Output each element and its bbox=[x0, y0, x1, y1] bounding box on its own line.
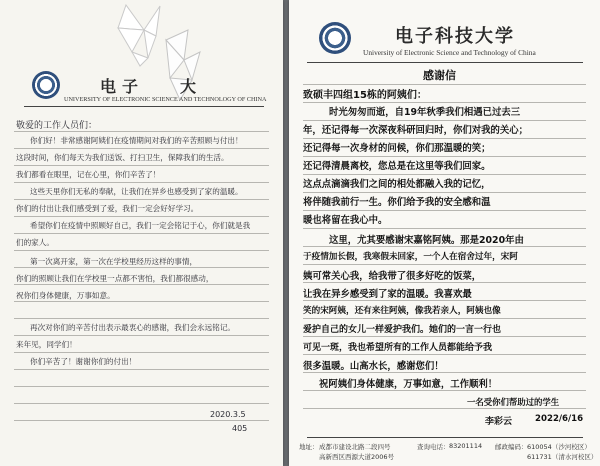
right-letter-sheet bbox=[289, 0, 600, 466]
signature: 李彩云 bbox=[485, 417, 513, 427]
letter-line: 祝你们身体健康，万事如意。 bbox=[16, 291, 115, 300]
letter-line: 希望你们在疫情中照顾好自己，我们一定会铭记于心，你们就是我 bbox=[30, 221, 251, 230]
letter-line: 你们辛苦了！谢谢你们的付出！ bbox=[30, 357, 137, 366]
signoff: 一名受你们帮助过的学生 bbox=[467, 397, 560, 407]
salutation: 致硕丰四组15栋的阿姨们： bbox=[303, 90, 427, 101]
letterhead-rule bbox=[24, 106, 264, 107]
university-emblem bbox=[32, 71, 60, 99]
footer-rule bbox=[307, 437, 583, 438]
letter-line: 这些天里你们无私的奉献，让我们在异乡也感受到了家的温暖。 bbox=[30, 187, 243, 196]
letterhead-name-cn: 电子 bbox=[100, 77, 145, 96]
footer-address-2: 高新西区西源大道2006号 bbox=[319, 453, 395, 461]
paragraph-line: 可见一斑，我也希望所有的工作人员都能给予我 bbox=[303, 343, 493, 353]
letterhead-rule bbox=[307, 62, 583, 63]
paragraph-line: 年，还记得每一次深夜科研回归时，你们对我的关心； bbox=[303, 125, 529, 136]
footer-address-1: 成都市建设北路二段四号 bbox=[319, 443, 391, 451]
paragraph-line: 还记得每一次身材的问候，你们那温暖的笑； bbox=[303, 143, 491, 154]
paragraph-line: 时光匆匆而逝，自19年秋季我们相遇已过去三 bbox=[329, 107, 521, 118]
letter-title: 感谢信 bbox=[423, 69, 456, 82]
paragraph-line: 笑的宋阿姨，还有来往阿姨，像我若亲人，阿姨也像 bbox=[303, 306, 501, 316]
letterhead-name-cn-end: 大 bbox=[180, 77, 197, 96]
letter-line: 你们好！非常感谢阿姨们在疫情期间对我们的辛苦照顾与付出！ bbox=[30, 136, 243, 145]
letter-line: 们的家人。 bbox=[16, 238, 54, 247]
paragraph-line: 还记得清晨离校，您总是在这里等我们回家。 bbox=[303, 161, 491, 172]
paragraph-line: 于疫情加长假，我寒假未回家，一个人在宿舍过年，宋阿 bbox=[303, 252, 518, 262]
paragraph-line: 让我在异乡感受到了家的温暖。我喜欢最 bbox=[303, 289, 472, 300]
greeting: 敬爱的工作人员们： bbox=[16, 121, 98, 131]
letterhead-name-en: UNIVERSITY OF ELECTRONIC SCIENCE AND TECHNOLOGY OF CHINA bbox=[64, 96, 267, 103]
paragraph-line: 暖也将留在我心中。 bbox=[303, 215, 388, 226]
letter-line: 来年见，同学们！ bbox=[16, 340, 77, 349]
footer-post-1: 610054（沙河校区） bbox=[527, 443, 591, 451]
footer-phone: 83201114 bbox=[449, 442, 483, 450]
paragraph-line: 这里，尤其要感谢宋嘉铭阿姨。那是2020年由 bbox=[329, 235, 524, 246]
footer-post-label: 邮政编码： bbox=[495, 443, 528, 451]
footer-phone-label: 查询电话： bbox=[417, 443, 450, 451]
letter-line: 再次对你们的辛苦付出表示最衷心的感谢，我们会永远铭记。 bbox=[30, 323, 236, 332]
letter-date: 2022/6/16 bbox=[535, 414, 584, 424]
letter-line: 我们都看在眼里，记在心里，你们辛苦了！ bbox=[16, 170, 161, 179]
letter-line: 这段时间，你们每天为我们送饭、打扫卫生，保障我们的生活。 bbox=[16, 153, 229, 162]
left-letter-sheet bbox=[0, 0, 283, 466]
paragraph-line: 爱护自己的女儿一样爱护我们。她们的一言一行也 bbox=[303, 325, 502, 335]
university-emblem bbox=[319, 22, 351, 54]
letter-date: 2020.3.5 bbox=[210, 410, 246, 419]
letter-room: 405 bbox=[232, 424, 248, 433]
letter-line: 你们的照顾让我们在学校里一点都不害怕，我们都很感动， bbox=[16, 274, 214, 283]
letterhead-name-en: University of Electronic Science and Technology of China bbox=[363, 48, 536, 57]
paragraph-line: 将伴随我前行一生。你们给予我的安全感和温 bbox=[303, 197, 491, 208]
footer-address-label: 地址： bbox=[299, 443, 319, 451]
footer-post-2: 611731（清水河校区） bbox=[527, 453, 598, 461]
letter-line: 你们的付出让我们感受到了爱，我们一定会好好学习。 bbox=[16, 204, 199, 213]
letter-line: 第一次离开家，第一次在学校里经历这样的事情， bbox=[30, 257, 198, 266]
paragraph-line: 很多温暖。山高水长，感谢您们！ bbox=[303, 361, 444, 372]
closing-wish: 祝阿姨们身体健康，万事如意，工作顺利！ bbox=[319, 379, 498, 390]
paragraph-line: 姨可常关心我，给我带了很多好吃的饭菜， bbox=[303, 271, 482, 282]
paragraph-line: 这点点滴滴我们之间的相处都融入我的记忆， bbox=[303, 179, 491, 190]
letterhead-name-cn: 电子科技大学 bbox=[395, 26, 515, 47]
